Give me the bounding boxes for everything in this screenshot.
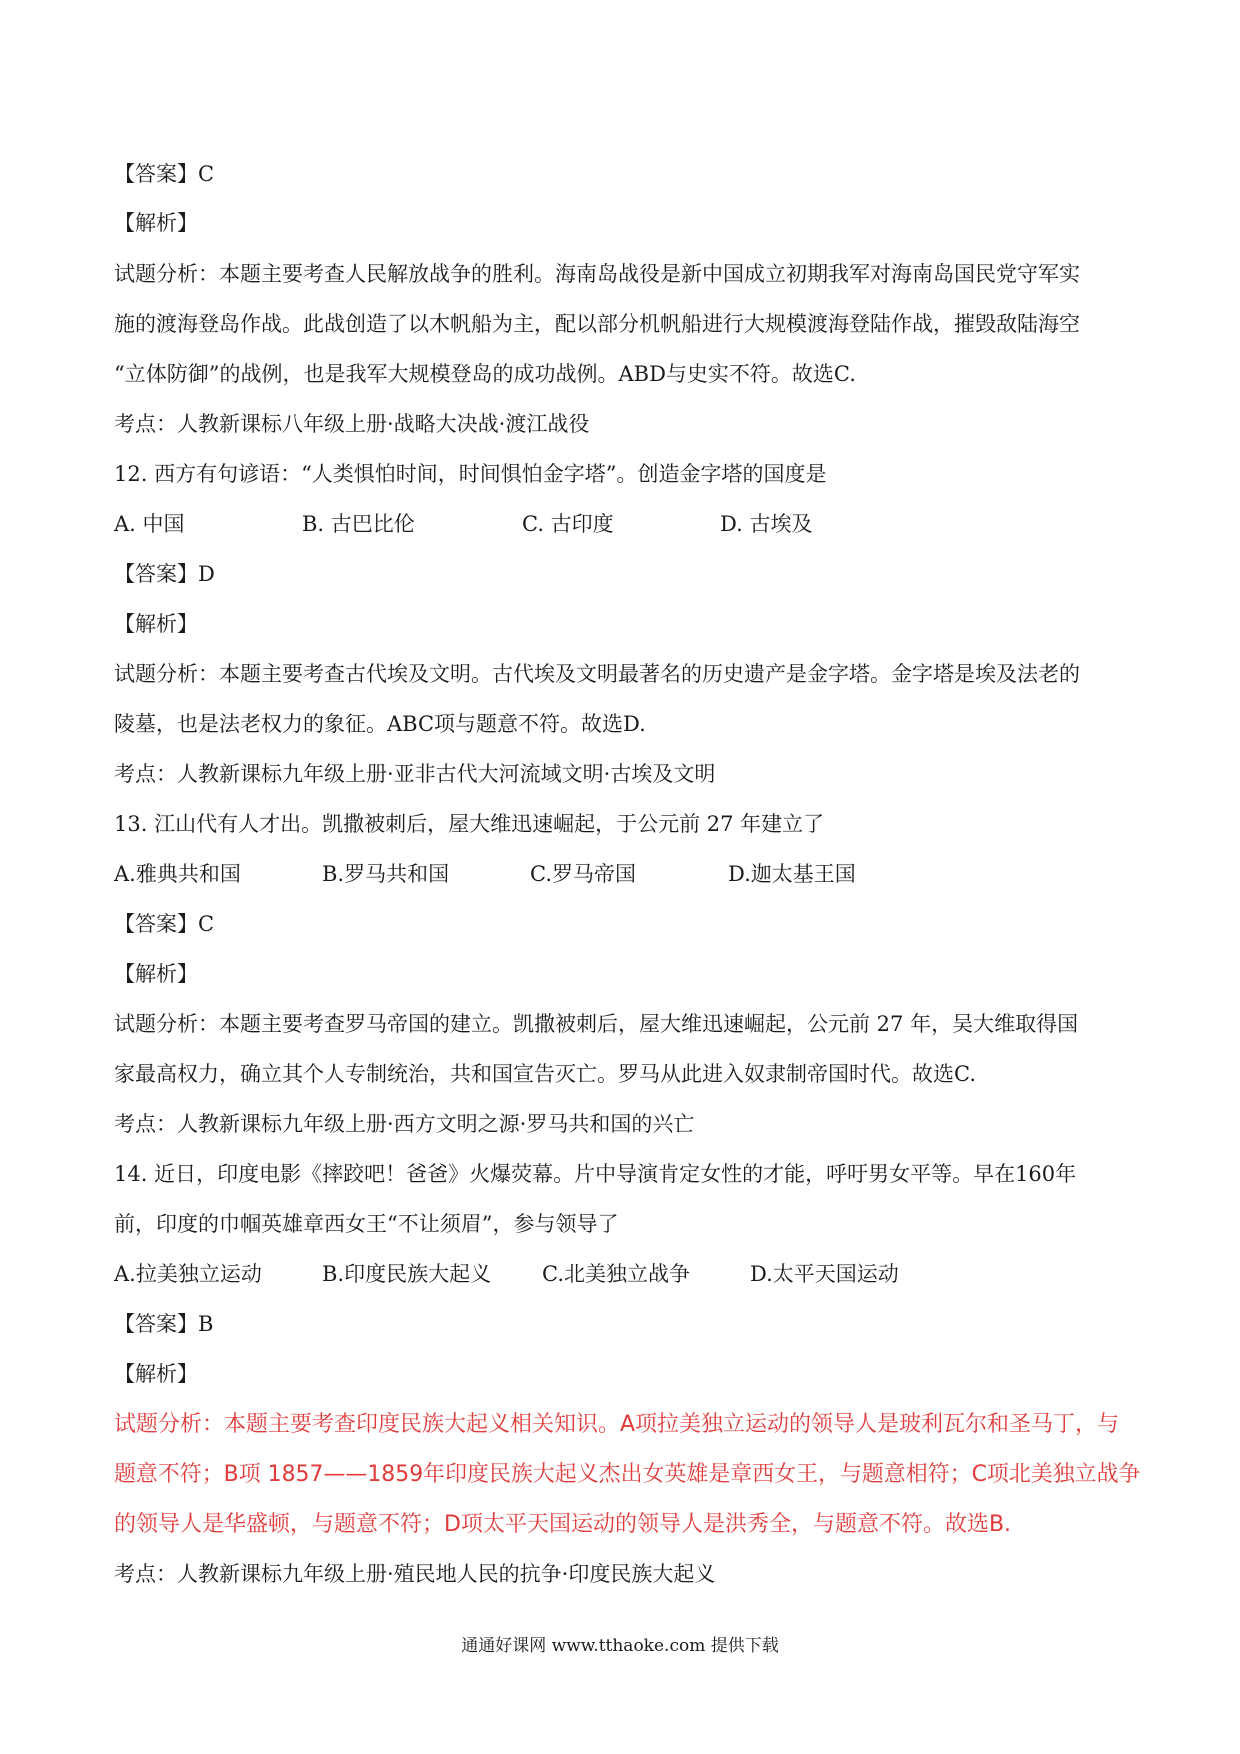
explanation-line: 家最高权力，确立其个人专制统治，共和国宣告灭亡。罗马从此进入奴隶制帝国时代。故选C. [114, 1062, 976, 1086]
option-c: C.北美独立战争 [542, 1262, 690, 1286]
explanation-line: 试题分析：本题主要考查古代埃及文明。古代埃及文明最著名的历史遗产是金字塔。金字塔是埃及法老的 [114, 662, 1080, 686]
explanation-line: 试题分析：本题主要考查罗马帝国的建立。凯撒被刺后，屋大维迅速崛起，公元前 27 年，吴大维取得国 [114, 1012, 1079, 1036]
answer-label: 【答案】D [114, 562, 215, 586]
option-b: B.罗马共和国 [322, 862, 450, 886]
option-d: D. 古埃及 [720, 512, 813, 536]
knowledge-point: 考点：人教新课标九年级上册·西方文明之源·罗马共和国的兴亡 [114, 1112, 695, 1136]
option-c: C. 古印度 [522, 512, 614, 536]
analysis-label: 【解析】 [114, 962, 198, 986]
analysis-label: 【解析】 [114, 612, 198, 636]
option-c: C.罗马帝国 [530, 862, 636, 886]
highlighted-explanation-line: 题意不符；B项 1857——1859年印度民族大起义杰出女英雄是章西女王，与题意相符；C项北美独立战争 [114, 1462, 1141, 1487]
option-a: A.拉美独立运动 [114, 1262, 262, 1286]
explanation-line: 施的渡海登岛作战。此战创造了以木帆船为主，配以部分机帆船进行大规模渡海登陆作战，摧毁敌陆海空 [114, 312, 1080, 336]
knowledge-point: 考点：人教新课标九年级上册·亚非古代大河流域文明·古埃及文明 [114, 762, 716, 786]
explanation-line: 试题分析：本题主要考查人民解放战争的胜利。海南岛战役是新中国成立初期我军对海南岛国民党守军实 [114, 262, 1080, 286]
explanation-line: “立体防御”的战例，也是我军大规模登岛的成功战例。ABD与史实不符。故选C. [114, 362, 856, 386]
knowledge-point: 考点：人教新课标八年级上册·战略大决战·渡江战役 [114, 412, 590, 436]
analysis-label: 【解析】 [114, 211, 198, 235]
question-12: 12. 西方有句谚语：“人类惧怕时间，时间惧怕金字塔”。创造金字塔的国度是 [114, 462, 827, 486]
answer-label: 【答案】B [114, 1312, 214, 1336]
highlighted-explanation-line: 的领导人是华盛顿，与题意不符；D项太平天国运动的领导人是洪秀全，与题意不符。故选B. [114, 1512, 1012, 1537]
option-a: A.雅典共和国 [114, 862, 241, 886]
knowledge-point: 考点：人教新课标九年级上册·殖民地人民的抗争·印度民族大起义 [114, 1562, 716, 1586]
question-14: 14. 近日，印度电影《摔跤吧！爸爸》火爆荧幕。片中导演肯定女性的才能，呼吁男女平等。早在160年 [114, 1162, 1077, 1186]
question-13: 13. 江山代有人才出。凯撒被刺后，屋大维迅速崛起，于公元前 27 年建立了 [114, 812, 825, 836]
option-d: D.迦太基王国 [728, 862, 856, 886]
analysis-label: 【解析】 [114, 1362, 198, 1386]
option-b: B. 古巴比伦 [302, 512, 415, 536]
option-a: A. 中国 [114, 512, 185, 536]
answer-label: 【答案】C [114, 162, 215, 186]
option-b: B.印度民族大起义 [322, 1262, 492, 1286]
option-d: D.太平天国运动 [750, 1262, 899, 1286]
answer-label: 【答案】C [114, 912, 215, 936]
page-footer: 通通好课网 www.tthaoke.com 提供下载 [461, 1636, 779, 1656]
question-14-continued: 前，印度的巾帼英雄章西女王“不让须眉”，参与领导了 [114, 1212, 619, 1236]
explanation-line: 陵墓，也是法老权力的象征。ABC项与题意不符。故选D. [114, 712, 646, 736]
highlighted-explanation-line: 试题分析：本题主要考查印度民族大起义相关知识。A项拉美独立运动的领导人是玻利瓦尔和圣马丁，与 [114, 1412, 1120, 1437]
